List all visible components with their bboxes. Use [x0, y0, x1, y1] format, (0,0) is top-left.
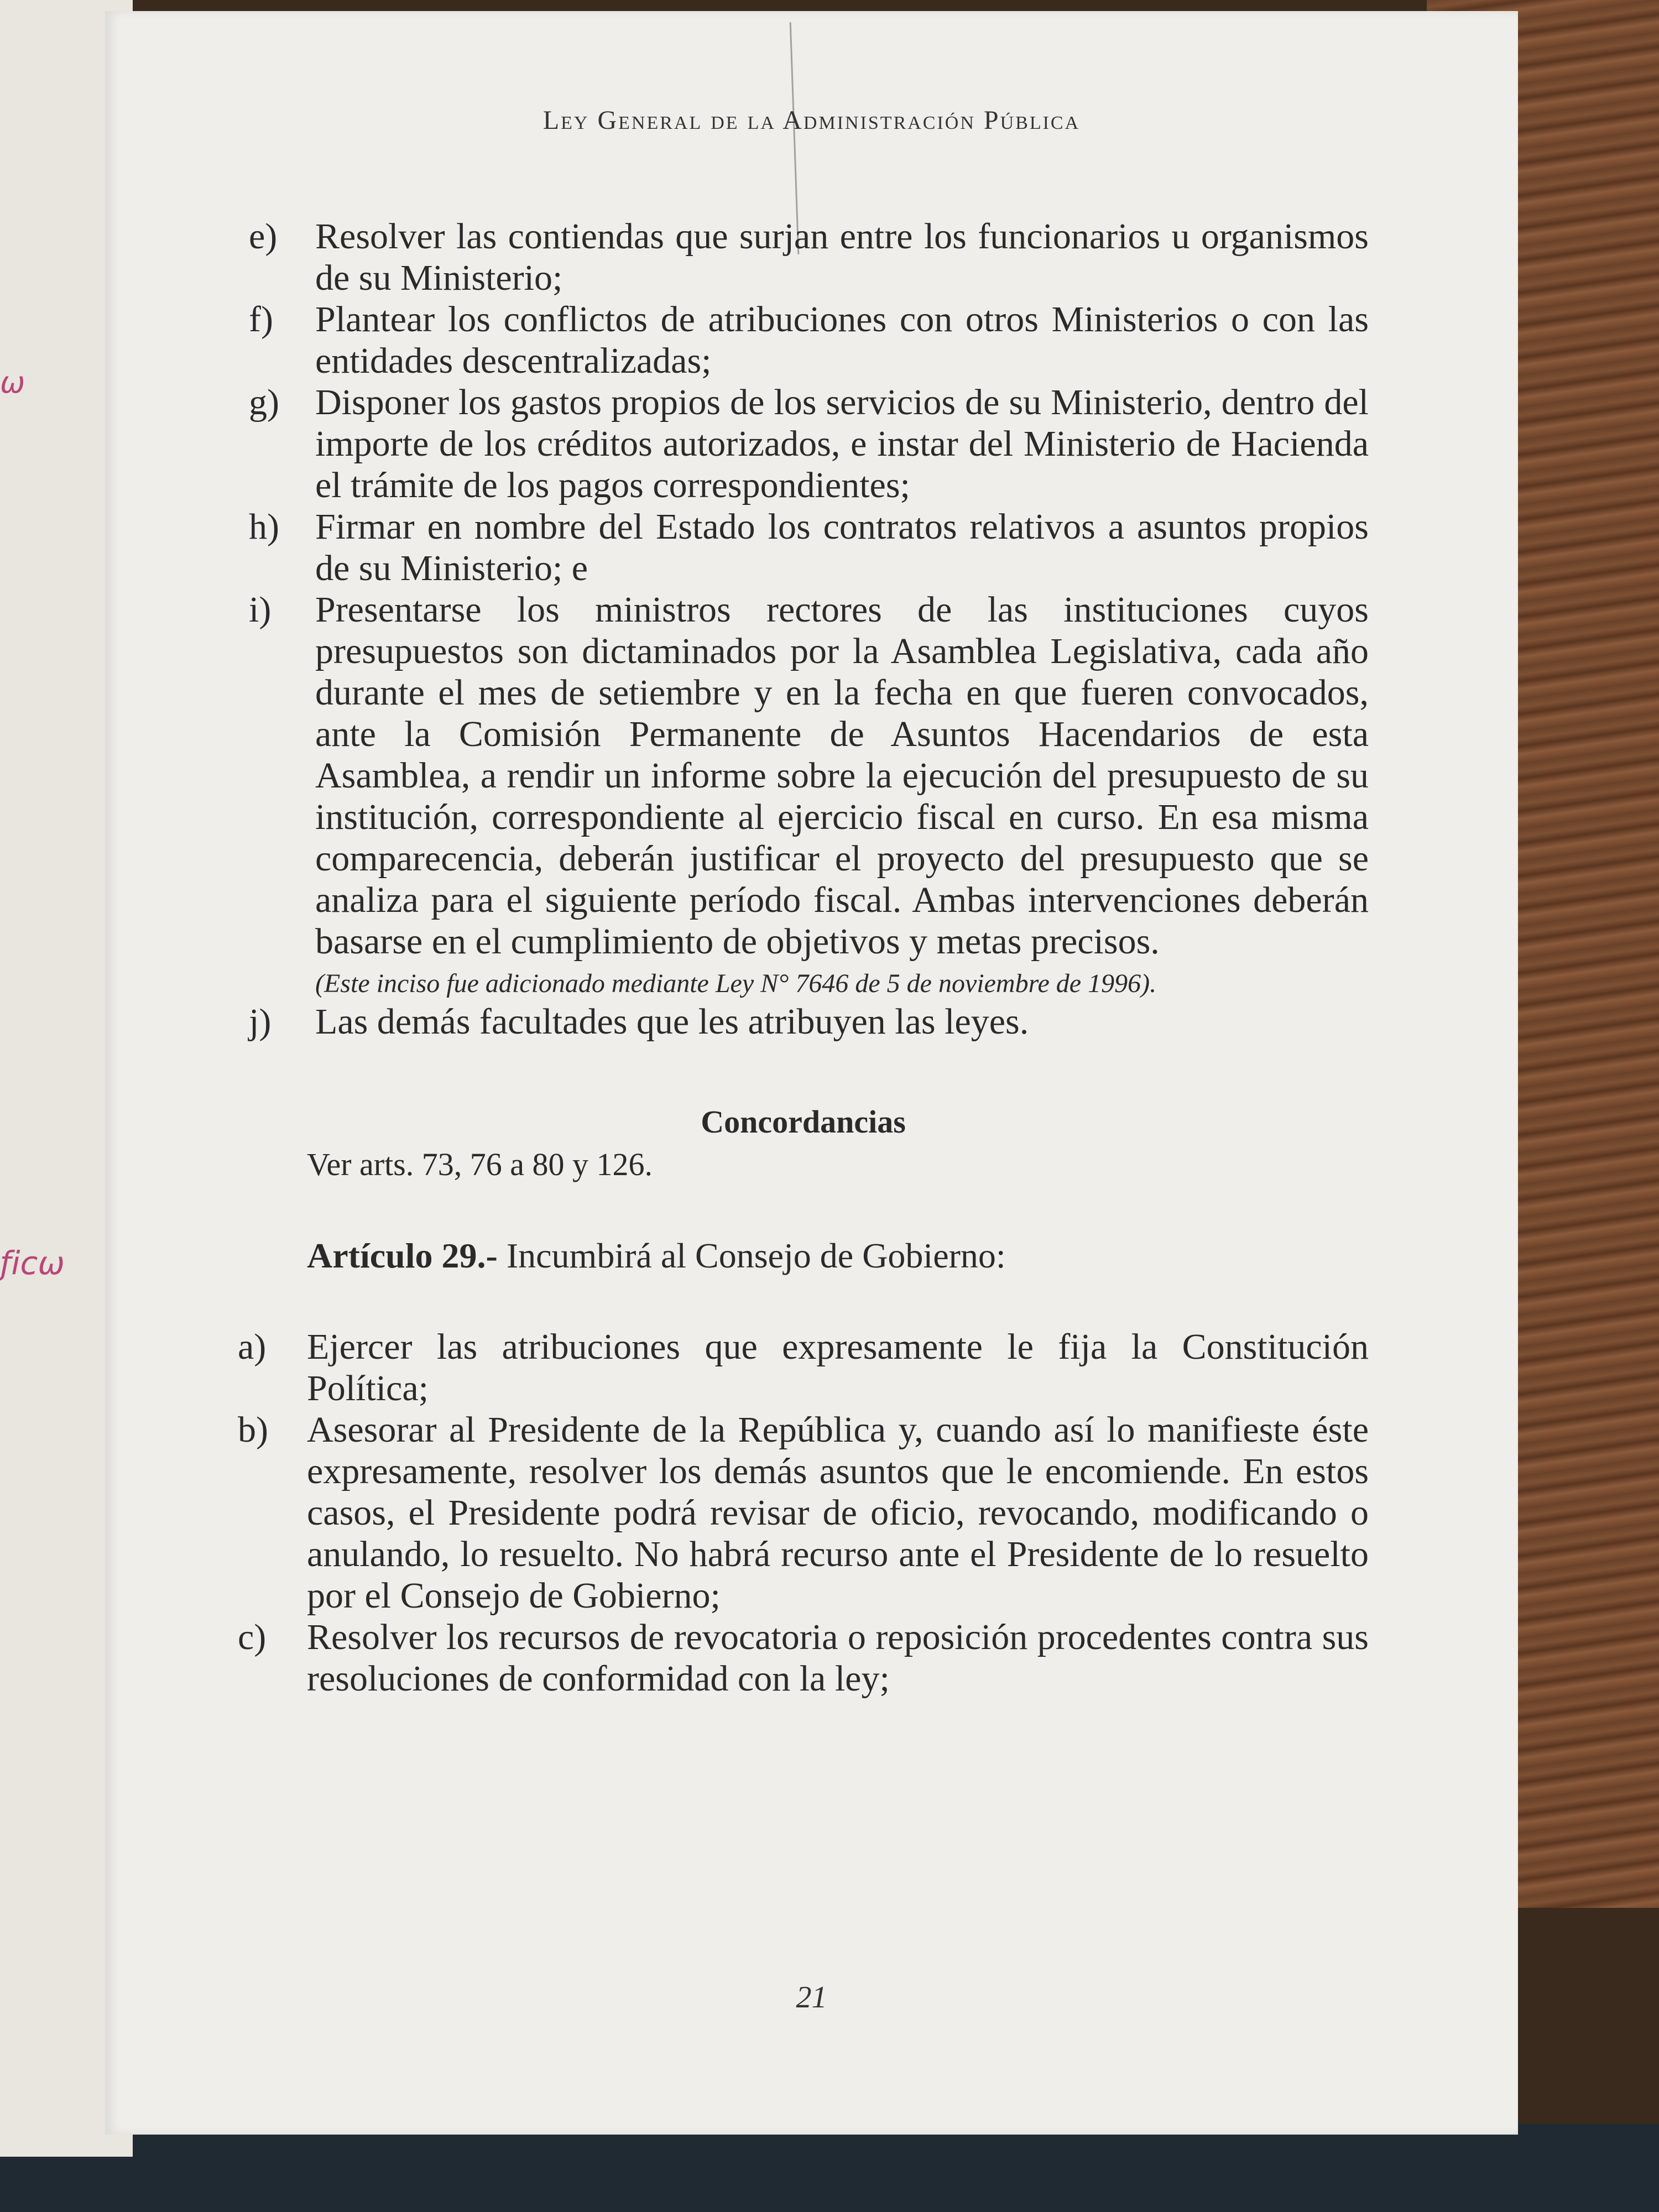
margin-note: ƒicω [0, 1244, 65, 1282]
list-top [238, 216, 1369, 962]
list-item-label: g) [249, 382, 279, 422]
page-number: 21 [796, 1980, 827, 2015]
list-item-label: i) [249, 589, 272, 630]
list-item [238, 1001, 1369, 1042]
list-item-text: Resolver las contiendas que surjan entre los funcionarios u organismos de su Ministerio; [315, 216, 1369, 298]
list-item [238, 1616, 1369, 1699]
list-item-text: Disponer los gastos propios de los servicios de su Ministerio, dentro del importe de los créditos autorizados, e instar del Ministerio de Hacienda el trámite de los pagos correspondientes; [315, 382, 1369, 505]
list-item-label: e) [249, 216, 278, 257]
article-heading [307, 1235, 1369, 1276]
running-head: Ley General de la Administración Pública [542, 106, 1081, 135]
list-item-text: Plantear los conflictos de atribuciones con otros Ministerios o con las entidades descentralizadas; [315, 299, 1369, 381]
list-item-label: c) [238, 1617, 267, 1657]
dark-background [0, 2124, 1659, 2212]
list-item [238, 382, 1369, 506]
document-page [105, 11, 1518, 2135]
list-item-label: b) [238, 1410, 268, 1450]
list-item-text: Ejercer las atribuciones que expresamente le fija la Constitución Política; [307, 1327, 1369, 1408]
list-item [238, 1326, 1369, 1409]
list-item [238, 506, 1369, 589]
page-content [238, 216, 1369, 1699]
margin-note: ω [0, 365, 25, 400]
list-item-text: Resolver los recursos de revocatoria o reposición procedentes contra sus resoluciones de conformidad con la ley; [307, 1617, 1369, 1699]
list-item-text: Firmar en nombre del Estado los contratos relativos a asuntos propios de su Ministerio; e [315, 507, 1369, 588]
article-title: Artículo 29.- [307, 1236, 498, 1275]
list-item [238, 299, 1369, 382]
amendment-note: (Este inciso fue adicionado mediante Ley N° 7646 de 5 de noviembre de 1996). [315, 969, 1157, 998]
list-item [238, 216, 1369, 299]
list-bottom [238, 1326, 1369, 1699]
list-item-text: Presentarse los ministros rectores de las instituciones cuyos presupuestos son dictaminados por la Asamblea Legislativa, cada año durante el mes de setiembre y en la fecha en que fueren convocados, ante la Comisión Permanente de Asuntos Hacendarios de esta Asamblea, a rendir un informe sobre la ejecución del presupuesto de su institución, correspondiente al ejercicio fiscal en curso. En esa misma comparecencia, deberán justificar el proyecto del presupuesto que se analiza para el siguiente período fiscal. Ambas intervenciones deberán basarse en el cumplimiento de objetivos y metas precisos. [315, 589, 1369, 962]
list-item-text: Asesorar al Presidente de la República y, cuando así lo manifieste éste expresamente, resolver los demás asuntos que le encomiende. En estos casos, el Presidente podrá revisar de oficio, revocando, modificando o anulando, lo resuelto. No habrá recurso ante el Presidente de lo resuelto por el Consejo de Gobierno; [307, 1410, 1369, 1616]
list-item-label: a) [238, 1327, 267, 1367]
list-item-label: f) [249, 299, 273, 340]
list-item-label: j) [249, 1001, 272, 1042]
list-item [238, 1409, 1369, 1616]
list-item [238, 589, 1369, 962]
concordancias-text: Ver arts. 73, 76 a 80 y 126. [307, 1146, 653, 1182]
list-item-text: Las demás facultades que les atribuyen las leyes. [315, 1001, 1029, 1042]
article-text: Incumbirá al Consejo de Gobierno: [497, 1236, 1006, 1275]
list-item-label: h) [249, 507, 279, 547]
concordancias-title: Concordancias [701, 1104, 906, 1140]
